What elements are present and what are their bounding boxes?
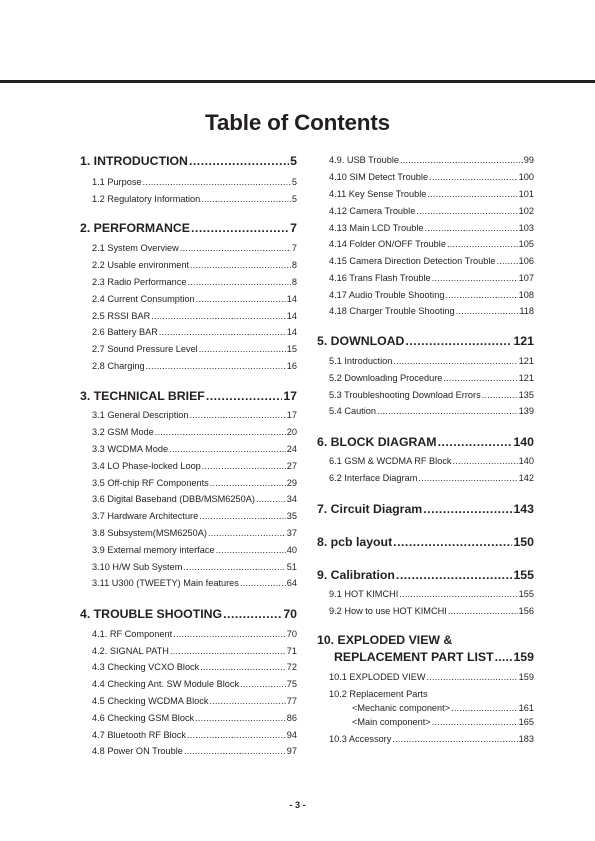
toc-leader xyxy=(445,290,517,300)
toc-entry[interactable] xyxy=(92,646,297,656)
toc-entry-label: 4.15 Camera Direction Detection Trouble xyxy=(329,256,496,266)
toc-entry-page: 99 xyxy=(523,155,534,165)
toc-leader xyxy=(195,713,286,723)
toc-entry-label: 4.8 Power ON Trouble xyxy=(92,746,183,756)
toc-entry-page: 103 xyxy=(518,223,534,233)
toc-section-heading[interactable] xyxy=(80,154,297,168)
toc-entry-label: 2.2 Usable environment xyxy=(92,260,190,270)
toc-entry-label: 3. TECHNICAL BRIEF xyxy=(80,389,205,403)
toc-leader xyxy=(438,435,513,449)
toc-entry[interactable] xyxy=(92,562,297,572)
toc-leader xyxy=(393,356,517,366)
toc-entry-label: 5.1 Introduction xyxy=(329,356,393,366)
toc-entry-label: 1.1 Purpose xyxy=(92,177,142,187)
toc-entry[interactable] xyxy=(92,194,297,204)
toc-entry[interactable] xyxy=(92,427,297,437)
toc-entry-label: 4.14 Folder ON/OFF Trouble xyxy=(329,239,446,249)
toc-entry-label: 5. DOWNLOAD xyxy=(317,334,405,348)
toc-entry[interactable] xyxy=(329,223,534,233)
toc-leader xyxy=(223,607,282,621)
toc-entry-page: 102 xyxy=(518,206,534,216)
toc-entry-label: 3.3 WCDMA Mode xyxy=(92,444,169,454)
toc-entry-page: 161 xyxy=(518,703,534,713)
toc-leader xyxy=(432,717,518,727)
toc-leader xyxy=(183,562,285,572)
toc-entry[interactable] xyxy=(329,373,534,383)
toc-entry[interactable] xyxy=(92,294,297,304)
toc-entry-page: 140 xyxy=(513,435,534,449)
toc-leader xyxy=(209,696,285,706)
toc-entry[interactable] xyxy=(329,172,534,182)
toc-leader xyxy=(202,461,286,471)
toc-entry-label: 4. TROUBLE SHOOTING xyxy=(80,607,223,621)
toc-entry[interactable] xyxy=(92,629,297,639)
toc-entry-page: 64 xyxy=(286,578,297,588)
toc-entry-page: 35 xyxy=(286,511,297,521)
toc-leader xyxy=(482,390,518,400)
toc-entry[interactable] xyxy=(92,528,297,538)
toc-entry[interactable] xyxy=(329,734,534,744)
toc-entry[interactable] xyxy=(92,679,297,689)
toc-leader xyxy=(143,177,291,187)
toc-entry[interactable] xyxy=(329,473,534,483)
toc-entry-page: 107 xyxy=(518,273,534,283)
toc-leader xyxy=(200,662,286,672)
toc-leader xyxy=(206,389,283,403)
toc-entry[interactable] xyxy=(92,730,297,740)
toc-entry-page: 27 xyxy=(286,461,297,471)
toc-leader xyxy=(423,502,512,516)
toc-entry-label: 4.1. RF Component xyxy=(92,629,173,639)
toc-entry[interactable] xyxy=(329,589,534,599)
toc-leader xyxy=(240,679,286,689)
toc-entry-label: 3.4 LO Phase-locked Loop xyxy=(92,461,201,471)
toc-entry-page: 150 xyxy=(513,535,534,549)
toc-leader xyxy=(173,629,286,639)
toc-entry-page: 24 xyxy=(286,444,297,454)
toc-section-heading[interactable] xyxy=(80,607,297,621)
toc-entry-page: 17 xyxy=(283,389,297,403)
page-number: - 3 - xyxy=(289,800,306,810)
toc-entry-page: 5 xyxy=(291,177,297,187)
toc-leader xyxy=(429,172,518,182)
toc-entry-page: 70 xyxy=(283,607,297,621)
toc-leader xyxy=(377,406,518,416)
toc-leader xyxy=(180,243,291,253)
toc-entry-label: 2.5 RSSI BAR xyxy=(92,311,151,321)
toc-entry[interactable] xyxy=(92,478,297,488)
toc-leader xyxy=(189,154,289,168)
toc-entry-label: 4.2. SIGNAL PATH xyxy=(92,646,169,656)
toc-leader xyxy=(443,373,517,383)
toc-entry-label: 4.17 Audio Trouble Shooting xyxy=(329,290,445,300)
toc-leader xyxy=(199,511,286,521)
toc-leader xyxy=(451,703,518,713)
toc-section-10[interactable] xyxy=(317,633,534,664)
toc-entry-label: 3.6 Digital Baseband (DBB/MSM6250A) xyxy=(92,494,255,504)
toc-leader xyxy=(208,528,286,538)
toc-entry[interactable] xyxy=(352,717,534,727)
toc-entry-label: 3.10 H/W Sub System xyxy=(92,562,183,572)
toc-leader xyxy=(424,223,517,233)
toc-leader xyxy=(256,494,286,504)
toc-entry-page: 108 xyxy=(518,290,534,300)
toc-entry-page: 37 xyxy=(286,528,297,538)
toc-entry[interactable] xyxy=(92,177,297,187)
toc-leader xyxy=(399,589,517,599)
toc-entry-page: 40 xyxy=(286,545,297,555)
toc-entry-page: 135 xyxy=(518,390,534,400)
toc-entry-page: 14 xyxy=(286,327,297,337)
toc-section-10-label: REPLACEMENT PART LIST xyxy=(334,650,494,664)
toc-leader xyxy=(170,646,286,656)
toc-entry-page: 159 xyxy=(518,672,534,682)
toc-entry-page: 121 xyxy=(518,356,534,366)
toc-entry-label: 1.2 Regulatory Information xyxy=(92,194,201,204)
toc-section-heading[interactable] xyxy=(80,389,297,403)
toc-entry-page: 140 xyxy=(518,456,534,466)
toc-entry-label: 3.2 GSM Mode xyxy=(92,427,154,437)
toc-entry-label: 4.4 Checking Ant. SW Module Block xyxy=(92,679,240,689)
toc-leader xyxy=(405,334,512,348)
toc-entry-label: 2.7 Sound Pressure Level xyxy=(92,344,198,354)
toc-entry[interactable] xyxy=(352,703,534,713)
toc-entry[interactable] xyxy=(329,606,534,616)
toc-entry-label: 3.5 Off-chip RF Components xyxy=(92,478,209,488)
toc-entry[interactable] xyxy=(92,361,297,371)
toc-entry[interactable] xyxy=(92,260,297,270)
toc-entry-label: 10.3 Accessory xyxy=(329,734,392,744)
toc-entry-page: 183 xyxy=(518,734,534,744)
toc-leader xyxy=(496,256,517,266)
toc-entry[interactable] xyxy=(92,494,297,504)
toc-entry[interactable] xyxy=(329,306,534,316)
toc-leader xyxy=(240,578,286,588)
toc-entry[interactable] xyxy=(92,327,297,337)
toc-leader xyxy=(392,734,517,744)
toc-entry-label: 2.6 Battery BAR xyxy=(92,327,158,337)
page-title: Table of Contents xyxy=(205,110,390,135)
toc-entry-label: 2.1 System Overview xyxy=(92,243,179,253)
toc-entry-page: 142 xyxy=(518,473,534,483)
toc-entry[interactable] xyxy=(92,713,297,723)
toc-entry[interactable] xyxy=(92,444,297,454)
toc-entry-label: 5.2 Downloading Procedure xyxy=(329,373,443,383)
toc-entry-page: 34 xyxy=(286,494,297,504)
toc-entry-label: 2.4 Current Consumption xyxy=(92,294,195,304)
toc-leader xyxy=(159,327,286,337)
toc-entry-page: 143 xyxy=(513,502,534,516)
toc-entry-label: 8. pcb layout xyxy=(317,535,393,549)
toc-entry-label: 2.8 Charging xyxy=(92,361,145,371)
toc-entry[interactable] xyxy=(329,456,534,466)
toc-entry-page: 5 xyxy=(290,154,297,168)
toc-entry-label: <Main component> xyxy=(352,717,431,727)
toc-leader xyxy=(393,535,512,549)
toc-entry-page: 71 xyxy=(286,646,297,656)
toc-leader xyxy=(427,672,518,682)
toc-leader xyxy=(432,273,518,283)
toc-leader xyxy=(169,444,286,454)
toc-entry-page: 165 xyxy=(518,717,534,727)
toc-entry-page: 86 xyxy=(286,713,297,723)
toc-leader xyxy=(196,294,286,304)
toc-leader xyxy=(151,311,286,321)
toc-entry[interactable] xyxy=(92,746,297,756)
toc-entry-page: 7 xyxy=(291,243,297,253)
toc-entry-label: 4.18 Charger Trouble Shooting xyxy=(329,306,455,316)
toc-entry-label: 3.7 Hardware Architecture xyxy=(92,511,199,521)
toc-entry[interactable] xyxy=(329,390,534,400)
toc-section-heading[interactable] xyxy=(317,535,534,549)
toc-entry[interactable] xyxy=(329,155,534,165)
toc-entry[interactable] xyxy=(329,239,534,249)
toc-entry[interactable] xyxy=(92,578,297,588)
toc-entry[interactable] xyxy=(92,410,297,420)
toc-entry[interactable] xyxy=(92,344,297,354)
toc-entry-page: 77 xyxy=(286,696,297,706)
toc-section-10-line1: 10. EXPLODED VIEW & xyxy=(317,633,453,647)
toc-entry-page: 156 xyxy=(518,606,534,616)
toc-entry-page: 100 xyxy=(518,172,534,182)
toc-entry[interactable] xyxy=(92,662,297,672)
toc-entry-label: 3.8 Subsystem(MSM6250A) xyxy=(92,528,207,538)
toc-entry-page: 75 xyxy=(286,679,297,689)
toc-entry-page: 17 xyxy=(286,410,297,420)
toc-entry-label: 3.1 General Description xyxy=(92,410,189,420)
toc-entry-label: 4.7 Bluetooth RF Block xyxy=(92,730,186,740)
toc-entry-page: 29 xyxy=(286,478,297,488)
toc-leader xyxy=(453,456,518,466)
toc-entry-page: 15 xyxy=(286,344,297,354)
toc-section-10-page: 159 xyxy=(513,650,534,664)
toc-leader xyxy=(190,410,286,420)
toc-entry-label: <Mechanic component> xyxy=(352,703,451,713)
toc-entry[interactable] xyxy=(329,290,534,300)
toc-entry[interactable] xyxy=(329,356,534,366)
toc-entry[interactable] xyxy=(329,406,534,416)
toc-entry-page: 118 xyxy=(519,306,534,316)
toc-entry-label: 4.10 SIM Detect Trouble xyxy=(329,172,429,182)
toc-entry-label: 4.11 Key Sense Trouble xyxy=(329,189,427,199)
toc-entry-page: 5 xyxy=(291,194,297,204)
toc-entry[interactable] xyxy=(92,311,297,321)
toc-entry-page: 51 xyxy=(286,562,297,572)
toc-section-heading[interactable] xyxy=(317,502,534,516)
toc-entry-page: 97 xyxy=(286,746,297,756)
toc-entry[interactable] xyxy=(92,696,297,706)
toc-leader xyxy=(210,478,286,488)
toc-entry[interactable] xyxy=(92,243,297,253)
toc-leader xyxy=(190,260,291,270)
toc-leader xyxy=(201,194,291,204)
toc-leader xyxy=(187,277,290,287)
toc-entry-page: 121 xyxy=(513,334,534,348)
toc-entry[interactable] xyxy=(92,277,297,287)
toc-leader xyxy=(416,206,517,216)
toc-entry[interactable] xyxy=(329,273,534,283)
toc-entry[interactable]: 10.2 Replacement Parts xyxy=(329,689,428,699)
toc-entry-label: 10.1 EXPLODED VIEW xyxy=(329,672,426,682)
toc-entry[interactable] xyxy=(329,256,534,266)
toc-entry-page: 106 xyxy=(518,256,534,266)
toc-entry-page: 8 xyxy=(291,277,297,287)
toc-leader xyxy=(427,189,517,199)
toc-entry-label: 6.2 Interface Diagram xyxy=(329,473,418,483)
header-rule xyxy=(0,80,595,83)
toc-entry-page: 72 xyxy=(286,662,297,672)
toc-leader xyxy=(396,568,513,582)
toc-leader xyxy=(216,545,286,555)
toc-entry-page: 155 xyxy=(513,568,534,582)
toc-entry-label: 6.1 GSM & WCDMA RF Block xyxy=(329,456,452,466)
toc-entry-label: 9. Calibration xyxy=(317,568,395,582)
toc-entry-label: 9.2 How to use HOT KIMCHI xyxy=(329,606,447,616)
toc-section-10-line2 xyxy=(317,650,534,664)
toc-entry-page: 101 xyxy=(518,189,534,199)
toc-entry-label: 4.13 Main LCD Trouble xyxy=(329,223,424,233)
toc-entry-label: 4.9. USB Trouble xyxy=(329,155,399,165)
toc-entry-page: 121 xyxy=(518,373,534,383)
toc-leader xyxy=(418,473,517,483)
toc-entry-label: 4.3 Checking VCXO Block xyxy=(92,662,200,672)
toc-entry-label: 3.9 External memory interface xyxy=(92,545,215,555)
toc-entry-label: 4.16 Trans Flash Trouble xyxy=(329,273,431,283)
toc-entry-label: 4.12 Camera Trouble xyxy=(329,206,416,216)
toc-entry[interactable] xyxy=(329,189,534,199)
toc-entry[interactable] xyxy=(329,206,534,216)
toc-entry-label: 5.4 Caution xyxy=(329,406,376,416)
toc-leader xyxy=(199,344,286,354)
toc-entry-page: 155 xyxy=(518,589,534,599)
toc-entry-label: 6. BLOCK DIAGRAM xyxy=(317,435,437,449)
toc-entry-page: 16 xyxy=(286,361,297,371)
toc-entry-label: 9.1 HOT KIMCHI xyxy=(329,589,399,599)
toc-entry[interactable] xyxy=(92,461,297,471)
toc-entry-page: 20 xyxy=(286,427,297,437)
toc-entry-label: 5.3 Troubleshooting Download Errors xyxy=(329,390,481,400)
toc-leader xyxy=(191,221,289,235)
toc-entry-page: 139 xyxy=(518,406,534,416)
toc-section-heading[interactable] xyxy=(317,435,534,449)
toc-entry-page: 105 xyxy=(518,239,534,249)
toc-leader xyxy=(155,427,286,437)
toc-leader xyxy=(448,606,518,616)
toc-entry-label: 3.11 U300 (TWEETY) Main features xyxy=(92,578,239,588)
toc-section-heading[interactable] xyxy=(80,221,297,235)
toc-entry[interactable] xyxy=(92,511,297,521)
toc-entry-page: 94 xyxy=(286,730,297,740)
toc-entry-label: 1. INTRODUCTION xyxy=(80,154,188,168)
toc-entry[interactable] xyxy=(329,672,534,682)
toc-entry-label: 4.6 Checking GSM Block xyxy=(92,713,195,723)
toc-section-heading[interactable] xyxy=(317,334,534,348)
toc-entry-label: 7. Circuit Diagram xyxy=(317,502,423,516)
toc-entry-label: 2. PERFORMANCE xyxy=(80,221,190,235)
toc-leader xyxy=(495,650,513,664)
toc-entry-page: 14 xyxy=(286,294,297,304)
toc-leader xyxy=(187,730,286,740)
toc-section-heading[interactable] xyxy=(317,568,534,582)
toc-leader xyxy=(400,155,523,165)
toc-entry-page: 8 xyxy=(291,260,297,270)
toc-leader xyxy=(447,239,518,249)
toc-entry-page: 70 xyxy=(286,629,297,639)
toc-leader xyxy=(184,746,286,756)
toc-entry-page: 14 xyxy=(286,311,297,321)
toc-entry-label: 4.5 Checking WCDMA Block xyxy=(92,696,209,706)
toc-entry-label: 2.3 Radio Performance xyxy=(92,277,187,287)
toc-entry-page: 7 xyxy=(290,221,297,235)
toc-leader xyxy=(456,306,519,316)
toc-leader xyxy=(146,361,286,371)
toc-entry[interactable] xyxy=(92,545,297,555)
